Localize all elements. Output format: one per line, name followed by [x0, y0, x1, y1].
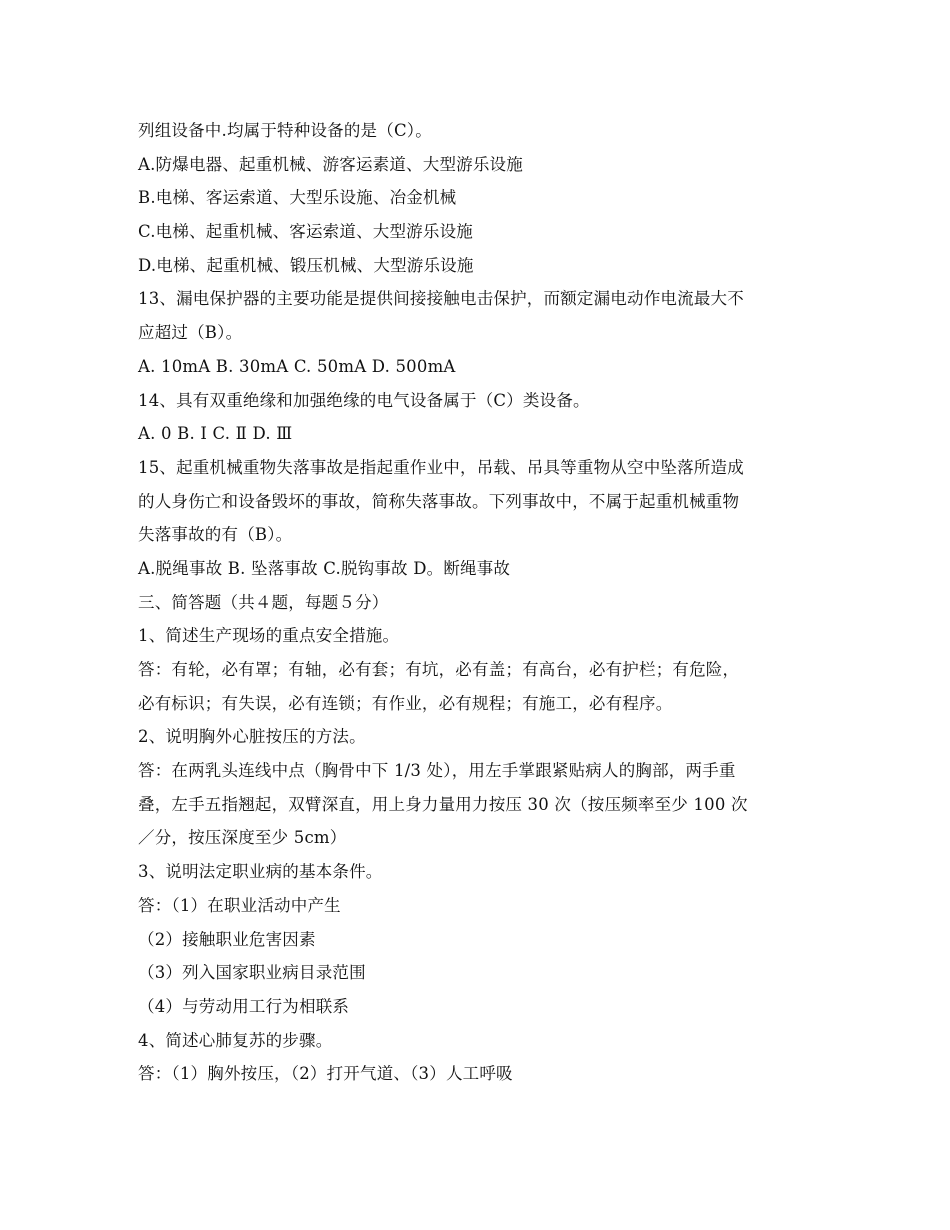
answer-line: 答：（1）胸外按压，（2）打开气道、（3）人工呼吸 [138, 1064, 513, 1084]
answer-line: 答：在两乳头连线中点（胸骨中下 1/3 处），用左手掌跟紧贴病人的胸部，两手重 [138, 761, 736, 781]
text-line: 列组设备中.均属于特种设备的是（C）。 [138, 121, 432, 140]
text-line: A. 0 B. Ⅰ C. Ⅱ D. Ⅲ [138, 424, 293, 444]
text-line: 14、具有双重绝缘和加强绝缘的电气设备属于（C）类设备。 [138, 390, 590, 410]
answer-line: 答：（1）在职业活动中产生 [138, 895, 341, 915]
question-line: 3、说明法定职业病的基本条件。 [138, 862, 383, 882]
question-line: 2、说明胸外心脏按压的方法。 [138, 727, 366, 747]
answer-line: 叠，左手五指翘起，双臂深直，用上身力量用力按压 30 次（按压频率至少 100 次 [138, 794, 748, 814]
answer-line: 答：有轮，必有罩；有轴，必有套；有坑，必有盖；有高台，必有护栏；有危险， [138, 660, 740, 679]
answer-line: ／分，按压深度至少 5cm） [138, 828, 347, 848]
answer-line: （2）接触职业危害因素 [138, 929, 316, 949]
answer-line: 必有标识；有失误，必有连锁；有作业，必有规程；有施工，必有程序。 [138, 693, 673, 713]
text-line: A. 10mA B. 30mA C. 50mA D. 500mA [138, 356, 456, 376]
text-line: C.电梯、起重机械、客运索道、大型游乐设施 [138, 222, 473, 242]
text-line: 15、起重机械重物失落事故是指起重作业中，吊载、吊具等重物从空中坠落所造成 [138, 457, 744, 477]
section-heading: 三、简答题（共４题，每题５分） [138, 592, 389, 612]
text-line: 13、漏电保护器的主要功能是提供间接接触电击保护，而额定漏电动作电流最大不 [138, 289, 744, 309]
answer-line: （4）与劳动用工行为相联系 [138, 996, 350, 1016]
answer-line: （3）列入国家职业病目录范围 [138, 963, 366, 983]
document-body [138, 114, 818, 1091]
text-line: B.电梯、客运索道、大型乐设施、冶金机械 [138, 188, 457, 208]
question-line: 4、简述心肺复苏的步骤。 [138, 1030, 333, 1050]
question-line: 1、简述生产现场的重点安全措施。 [138, 626, 400, 646]
text-line: 应超过（B）。 [138, 323, 243, 343]
text-line: A.防爆电器、起重机械、游客运素道、大型游乐设施 [138, 154, 523, 174]
text-line: A.脱绳事故 B. 坠落事故 C.脱钩事故 D。断绳事故 [138, 558, 511, 578]
text-line: 的人身伤亡和设备毁坏的事故，简称失落事故。下列事故中，不属于起重机械重物 [138, 491, 740, 511]
text-line: D.电梯、起重机械、锻压机械、大型游乐设施 [138, 255, 474, 275]
text-line: 失落事故的有（B）。 [138, 525, 293, 545]
